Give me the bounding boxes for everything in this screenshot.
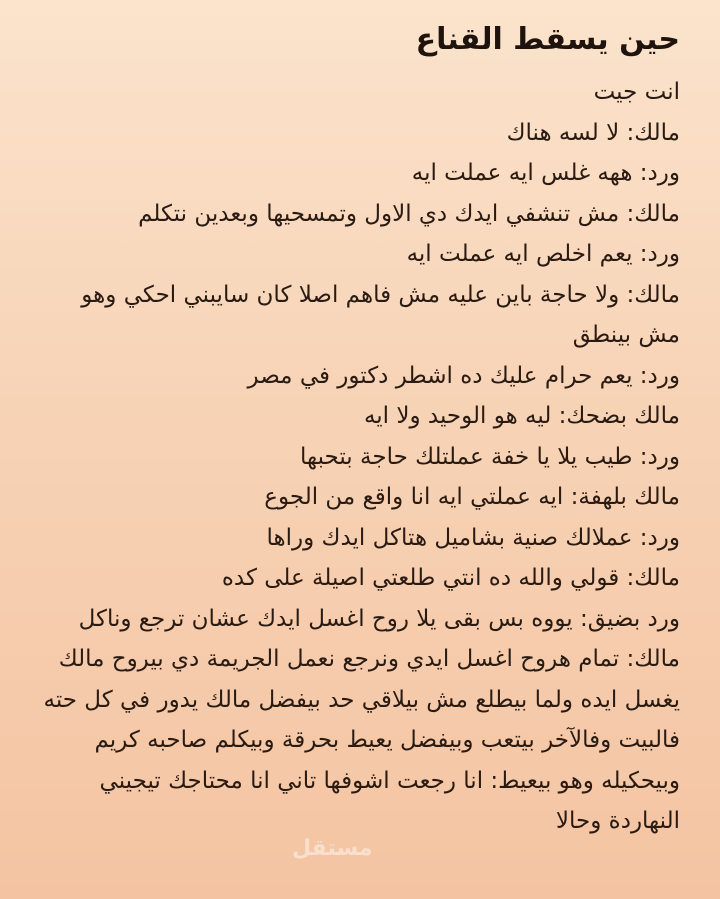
text-line: ورد: يعم حرام عليك ده اشطر دكتور في مصر: [247, 362, 680, 389]
text-line: مالك: تمام هروح اغسل ايدي ونرجع نعمل الجريمة دي بيروح مالك يغسل ايده ولما بيطلع مش بيلاقي حد بيفضل مالك يدور في كل حته فالبيت وفالآخر بيتعب وبيفضل يعيط بحرقة وبيكلم صاحبه كريم وبيحكيله وهو بيعيط: انا رجعت اشوفها تاني انا محتاجك تيجيني النهاردة وحالا: [43, 646, 680, 834]
document-title: حين يسقط القناع: [415, 22, 680, 57]
text-line: انت جيت: [593, 79, 680, 105]
watermark-logo: مستقل: [292, 836, 373, 861]
text-line: مالك: مش تنشفي ايدك دي الاول وتمسحيها وبعدين نتكلم: [138, 200, 680, 227]
text-line: ورد: عملالك صنية بشاميل هتاكل ايدك وراها: [266, 524, 680, 551]
text-line: مالك بلهفة: ايه عملتي ايه انا واقع من الجوع: [264, 484, 680, 510]
text-line: مالك: ولا حاجة باين عليه مش فاهم اصلا كان سايبني احكي وهو مش بينطق: [81, 281, 680, 348]
text-line: مالك: لا لسه هناك: [506, 119, 680, 146]
text-line: مالك بضحك: ليه هو الوحيد ولا ايه: [363, 403, 680, 429]
text-line: ورد بضيق: يووه بس بقى يلا روح اغسل ايدك عشان ترجع وناكل: [78, 605, 680, 632]
text-line: ورد: ههه غلس ايه عملت ايه: [411, 160, 680, 186]
text-line: ورد: طيب يلا يا خفة عملتلك حاجة بتحبها: [299, 443, 680, 470]
text-line: مالك: قولي والله ده انتي طلعتي اصيلة على كده: [221, 565, 680, 591]
text-line: ورد: يعم اخلص ايه عملت ايه: [406, 241, 680, 267]
